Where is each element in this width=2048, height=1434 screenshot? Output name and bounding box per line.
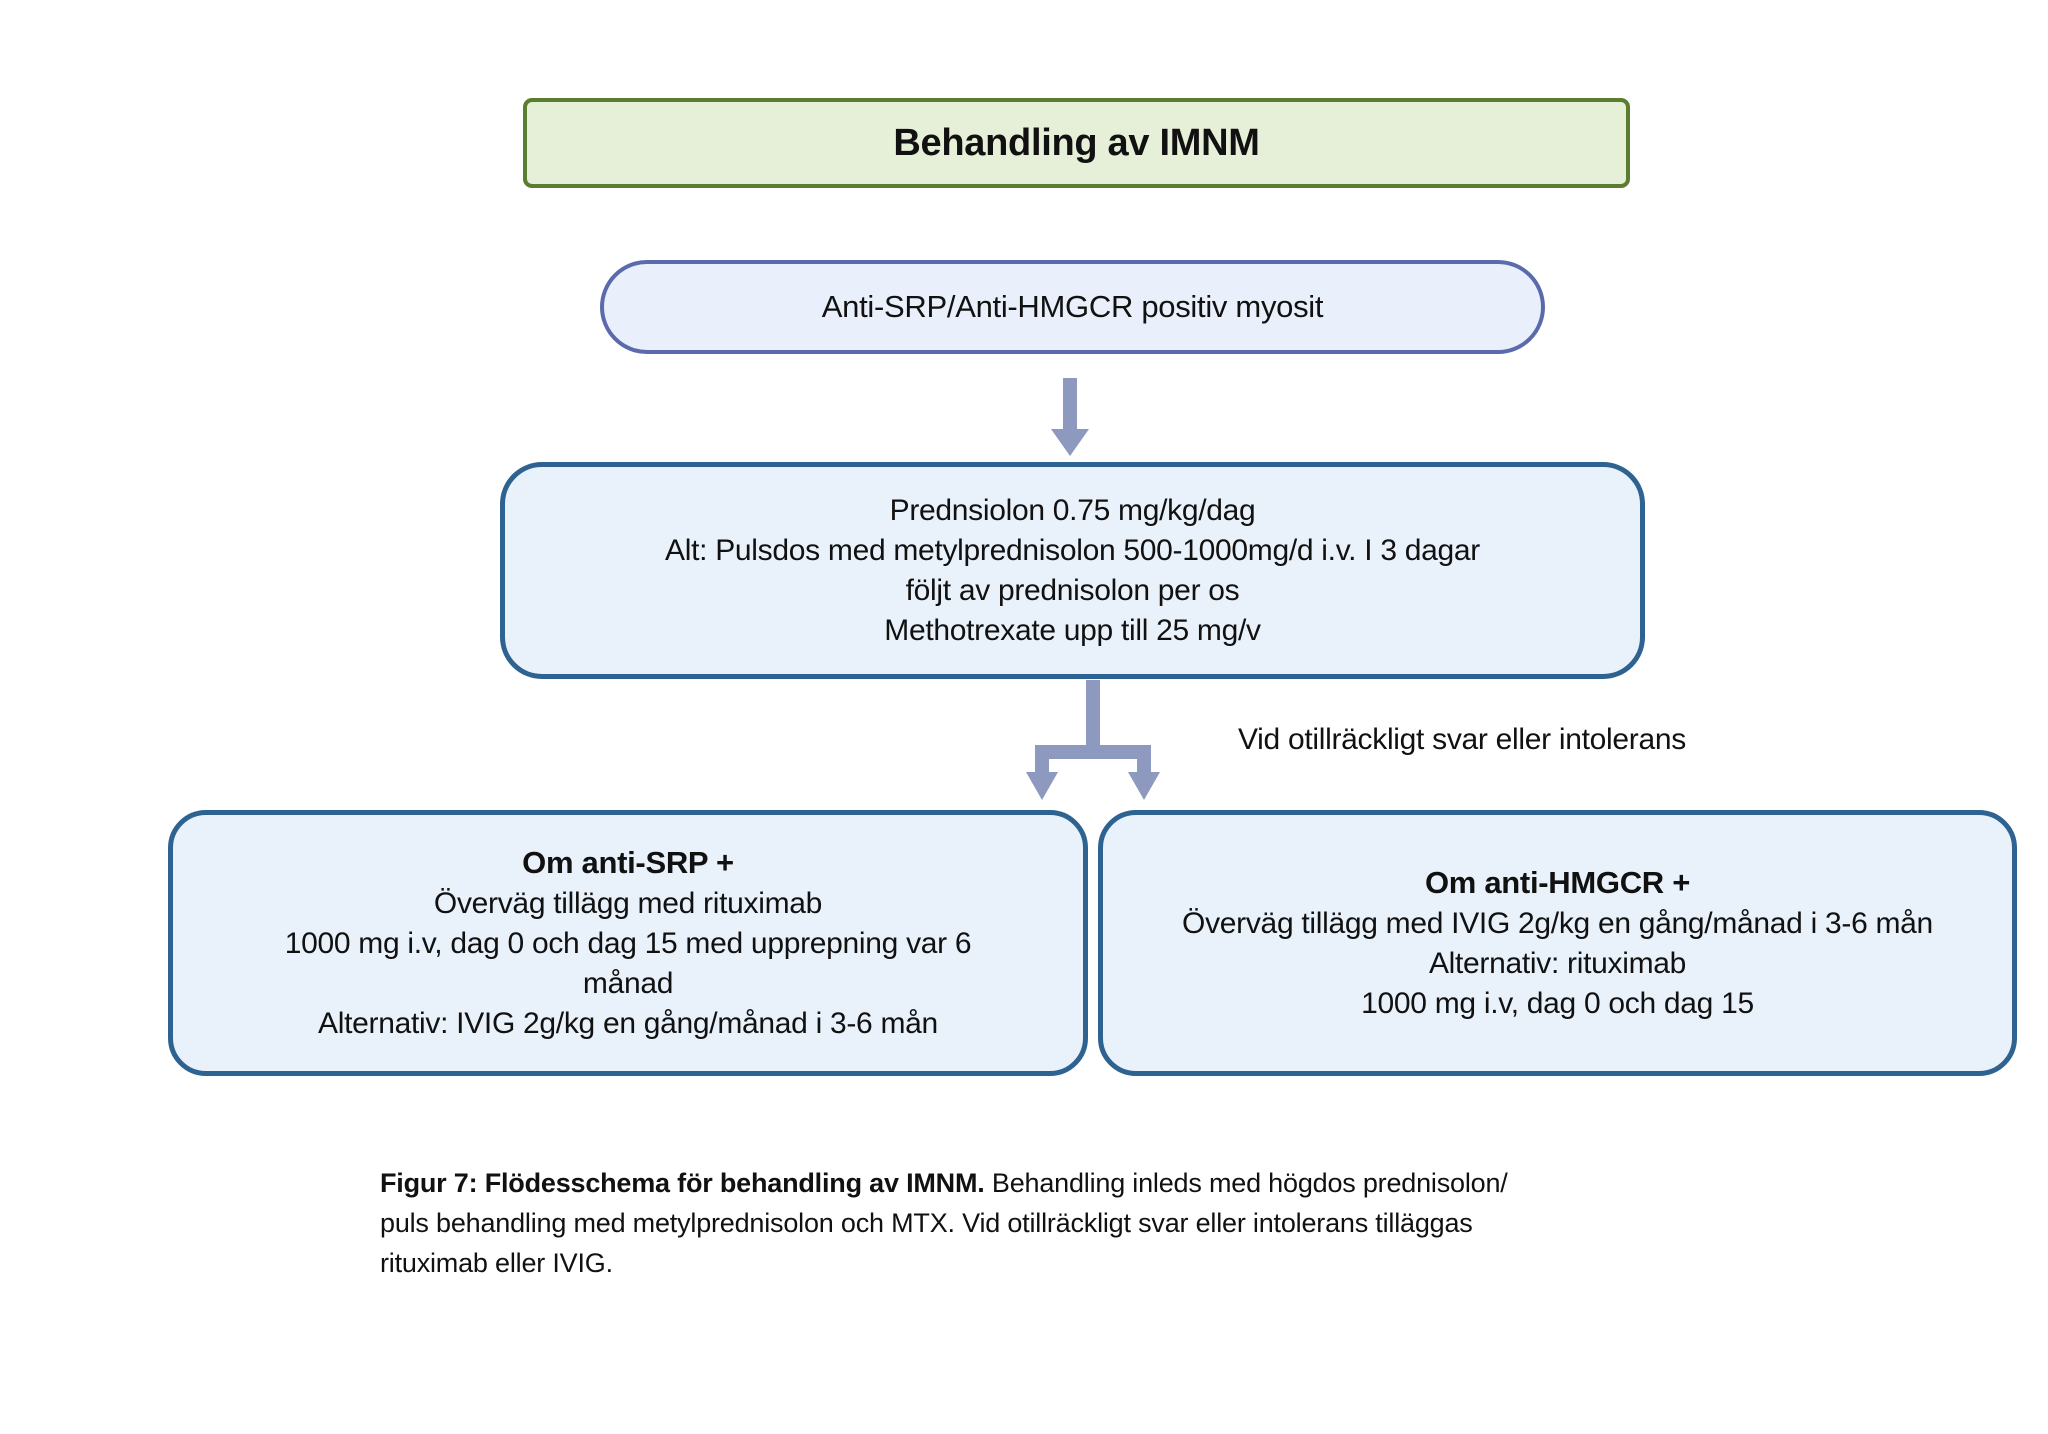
- text-line: Alt: Pulsdos med metylprednisolon 500-1000mg/d i.v. I 3 dagar: [665, 533, 1480, 567]
- text-line: Alternativ: IVIG 2g/kg en gång/månad i 3-6 mån: [318, 1007, 938, 1040]
- text-line: 1000 mg i.v, dag 0 och dag 15: [1361, 987, 1754, 1020]
- node-initial-treatment: [500, 462, 1645, 679]
- text-line: Alternativ: rituximab: [1428, 947, 1687, 980]
- caption-rest: Behandling inleds med högdos prednisolon/: [991, 1168, 1508, 1198]
- anti-srp-text: [243, 884, 1013, 1044]
- figure-caption: [380, 1163, 1740, 1283]
- anti-hmgcr-heading: Om anti-HMGCR +: [1424, 865, 1691, 900]
- node-anti-hmgcr: [1098, 810, 2017, 1076]
- arrow-split-icon: [1026, 680, 1160, 800]
- text-line: Prednsiolon 0.75 mg/kg/dag: [889, 493, 1256, 527]
- anti-srp-heading: Om anti-SRP +: [522, 845, 734, 880]
- diagnosis-label: Anti-SRP/Anti-HMGCR positiv myosit: [821, 289, 1324, 324]
- text-line: Överväg tillägg med rituximab: [433, 887, 823, 920]
- branch-condition-label: Vid otillräckligt svar eller intolerans: [1238, 723, 1686, 756]
- treatment-text: [665, 491, 1480, 651]
- text-line: Överväg tillägg med IVIG 2g/kg en gång/månad i 3-6 mån: [1182, 907, 1933, 940]
- caption-bold: Figur 7: Flödesschema för behandling av IMNM.: [380, 1168, 985, 1198]
- node-anti-srp: [168, 810, 1088, 1076]
- node-title: [523, 98, 1630, 188]
- arrow-down-icon: [1051, 378, 1089, 456]
- text-line: 1000 mg i.v, dag 0 och dag 15 med upprepning var 6 månad: [284, 927, 972, 1000]
- text-line: följt av prednisolon per os: [905, 573, 1240, 607]
- caption-line: [380, 1163, 1740, 1203]
- text-line: Methotrexate upp till 25 mg/v: [884, 613, 1261, 647]
- title-label: Behandling av IMNM: [893, 121, 1260, 164]
- anti-hmgcr-text: [1182, 904, 1933, 1024]
- caption-line: rituximab eller IVIG.: [380, 1248, 613, 1278]
- node-diagnosis: [600, 260, 1545, 354]
- caption-line: puls behandling med metylprednisolon och MTX. Vid otillräckligt svar eller intolerans tilläggas: [380, 1208, 1473, 1238]
